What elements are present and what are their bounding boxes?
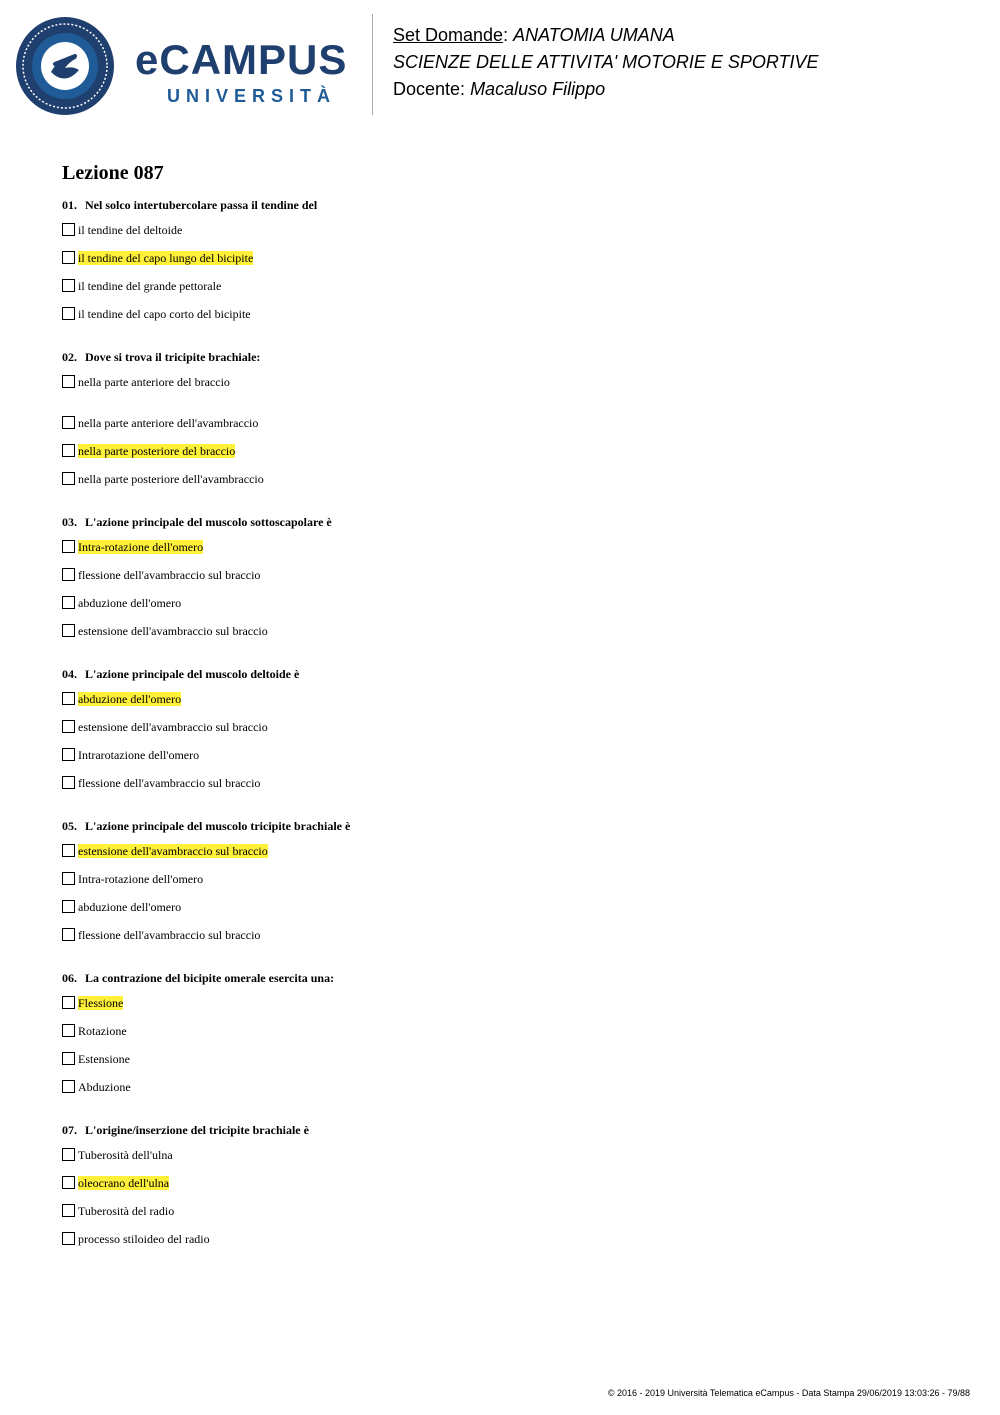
question-block bbox=[62, 818, 942, 956]
checkbox[interactable] bbox=[62, 540, 75, 553]
answer-text: flessione dell'avambraccio sul braccio bbox=[78, 568, 261, 582]
answer-option bbox=[62, 776, 942, 804]
checkbox[interactable] bbox=[62, 472, 75, 485]
checkbox[interactable] bbox=[62, 251, 75, 264]
answer-option bbox=[62, 692, 942, 720]
checkbox[interactable] bbox=[62, 1052, 75, 1065]
answer-option bbox=[62, 472, 942, 500]
checkbox[interactable] bbox=[62, 596, 75, 609]
answer-option bbox=[62, 720, 942, 748]
question-label: La contrazione del bicipite omerale esercita una: bbox=[85, 971, 335, 985]
checkbox[interactable] bbox=[62, 776, 75, 789]
checkbox[interactable] bbox=[62, 279, 75, 292]
answer-text: abduzione dell'omero bbox=[78, 596, 182, 610]
checkbox[interactable] bbox=[62, 1148, 75, 1161]
answer-option bbox=[62, 1204, 942, 1232]
checkbox[interactable] bbox=[62, 416, 75, 429]
answer-text: Tuberosità del radio bbox=[78, 1204, 175, 1218]
question-number: 03. bbox=[62, 515, 77, 529]
checkbox[interactable] bbox=[62, 1176, 75, 1189]
answer-option bbox=[62, 996, 942, 1024]
checkbox[interactable] bbox=[62, 844, 75, 857]
university-seal-icon bbox=[15, 16, 115, 116]
question-number: 04. bbox=[62, 667, 77, 681]
teacher-line bbox=[393, 76, 819, 103]
set-label: Set Domande bbox=[393, 25, 504, 45]
ecampus-logo bbox=[15, 16, 360, 116]
set-value: ANATOMIA UMANA bbox=[513, 25, 675, 45]
question-text bbox=[62, 666, 942, 682]
answer-text: flessione dell'avambraccio sul braccio bbox=[78, 928, 261, 942]
question-number: 07. bbox=[62, 1123, 77, 1137]
answer-option bbox=[62, 872, 942, 900]
checkbox[interactable] bbox=[62, 1080, 75, 1093]
checkbox[interactable] bbox=[62, 748, 75, 761]
answer-option bbox=[62, 1232, 942, 1260]
checkbox[interactable] bbox=[62, 996, 75, 1009]
question-label: L'azione principale del muscolo deltoide è bbox=[85, 667, 300, 681]
answer-option bbox=[62, 928, 942, 956]
question-text bbox=[62, 514, 942, 530]
checkbox[interactable] bbox=[62, 1232, 75, 1245]
answer-option bbox=[62, 223, 942, 251]
answer-text: nella parte posteriore dell'avambraccio bbox=[78, 472, 264, 486]
answer-option bbox=[62, 1148, 942, 1176]
answer-option bbox=[62, 596, 942, 624]
answer-text: flessione dell'avambraccio sul braccio bbox=[78, 776, 261, 790]
answer-text: Rotazione bbox=[78, 1024, 127, 1038]
answer-option bbox=[62, 444, 942, 472]
answer-option bbox=[62, 568, 942, 596]
answer-text-correct: abduzione dell'omero bbox=[78, 692, 182, 706]
question-label: L'azione principale del muscolo tricipite brachiale è bbox=[85, 819, 351, 833]
question-text bbox=[62, 818, 942, 834]
answer-text: Tuberosità dell'ulna bbox=[78, 1148, 173, 1162]
answer-option bbox=[62, 1176, 942, 1204]
answer-text: il tendine del grande pettorale bbox=[78, 279, 222, 293]
header-info bbox=[393, 22, 819, 103]
answer-option bbox=[62, 748, 942, 776]
brand-subtitle: UNIVERSITÀ bbox=[166, 86, 336, 106]
teacher-label: Docente: bbox=[393, 79, 466, 99]
answer-option bbox=[62, 624, 942, 652]
answer-text-correct: il tendine del capo lungo del bicipite bbox=[78, 251, 254, 265]
checkbox[interactable] bbox=[62, 1204, 75, 1217]
brand-name: eCAMPUS bbox=[135, 36, 348, 83]
question-number: 02. bbox=[62, 350, 77, 364]
question-text bbox=[62, 970, 942, 986]
set-line: Set Domande: ANATOMIA UMANA bbox=[393, 25, 675, 45]
checkbox[interactable] bbox=[62, 444, 75, 457]
answer-text: Intrarotazione dell'omero bbox=[78, 748, 200, 762]
answer-text-correct: oleocrano dell'ulna bbox=[78, 1176, 170, 1190]
checkbox[interactable] bbox=[62, 900, 75, 913]
question-block bbox=[62, 349, 942, 500]
answer-text-correct: Intra-rotazione dell'omero bbox=[78, 540, 204, 554]
question-number: 01. bbox=[62, 198, 77, 212]
question-block bbox=[62, 514, 942, 652]
answer-text-correct: estensione dell'avambraccio sul braccio bbox=[78, 844, 268, 858]
answer-text: Abduzione bbox=[78, 1080, 131, 1094]
question-block bbox=[62, 666, 942, 804]
checkbox[interactable] bbox=[62, 1024, 75, 1037]
checkbox[interactable] bbox=[62, 928, 75, 941]
answer-option bbox=[62, 1080, 942, 1108]
answer-option bbox=[62, 279, 942, 307]
answer-text: il tendine del deltoide bbox=[78, 223, 183, 237]
answer-text: nella parte anteriore dell'avambraccio bbox=[78, 416, 259, 430]
answer-text: processo stiloideo del radio bbox=[78, 1232, 210, 1246]
checkbox[interactable] bbox=[62, 624, 75, 637]
answer-option bbox=[62, 251, 942, 279]
question-block bbox=[62, 1122, 942, 1260]
question-list bbox=[62, 197, 942, 1274]
answer-text: nella parte anteriore del braccio bbox=[78, 375, 230, 389]
lesson-title: Lezione 087 bbox=[62, 162, 164, 184]
checkbox[interactable] bbox=[62, 872, 75, 885]
course-name: SCIENZE DELLE ATTIVITA' MOTORIE E SPORTIVE bbox=[393, 52, 819, 72]
answer-option bbox=[62, 416, 942, 444]
answer-text-correct: nella parte posteriore del braccio bbox=[78, 444, 236, 458]
page-footer: © 2016 - 2019 Università Telematica eCampus - Data Stampa 29/06/2019 13:03:26 - 79/88 bbox=[607, 1388, 970, 1398]
question-label: L'azione principale del muscolo sottoscapolare è bbox=[85, 515, 332, 529]
checkbox[interactable] bbox=[62, 375, 75, 388]
checkbox[interactable] bbox=[62, 568, 75, 581]
question-number: 06. bbox=[62, 971, 77, 985]
question-number: 05. bbox=[62, 819, 77, 833]
question-text bbox=[62, 349, 942, 365]
answer-text-correct: Flessione bbox=[78, 996, 124, 1010]
answer-text: Estensione bbox=[78, 1052, 130, 1066]
checkbox[interactable] bbox=[62, 307, 75, 320]
teacher-name: Macaluso Filippo bbox=[470, 79, 606, 99]
answer-option bbox=[62, 375, 942, 416]
answer-option bbox=[62, 307, 942, 335]
answer-text: estensione dell'avambraccio sul braccio bbox=[78, 624, 268, 638]
question-text bbox=[62, 1122, 942, 1138]
answer-text: Intra-rotazione dell'omero bbox=[78, 872, 204, 886]
checkbox[interactable] bbox=[62, 720, 75, 733]
question-label: Nel solco intertubercolare passa il tendine del bbox=[85, 198, 318, 212]
answer-text: abduzione dell'omero bbox=[78, 900, 182, 914]
answer-option bbox=[62, 1052, 942, 1080]
header-divider bbox=[372, 14, 373, 115]
question-text bbox=[62, 197, 942, 213]
answer-option bbox=[62, 1024, 942, 1052]
question-block bbox=[62, 197, 942, 335]
answer-text: il tendine del capo corto del bicipite bbox=[78, 307, 251, 321]
answer-option bbox=[62, 900, 942, 928]
answer-option bbox=[62, 844, 942, 872]
answer-option bbox=[62, 540, 942, 568]
answer-text: estensione dell'avambraccio sul braccio bbox=[78, 720, 268, 734]
checkbox[interactable] bbox=[62, 223, 75, 236]
checkbox[interactable] bbox=[62, 692, 75, 705]
question-label: Dove si trova il tricipite brachiale: bbox=[85, 350, 261, 364]
question-block bbox=[62, 970, 942, 1108]
question-label: L'origine/inserzione del tricipite brachiale è bbox=[85, 1123, 309, 1137]
